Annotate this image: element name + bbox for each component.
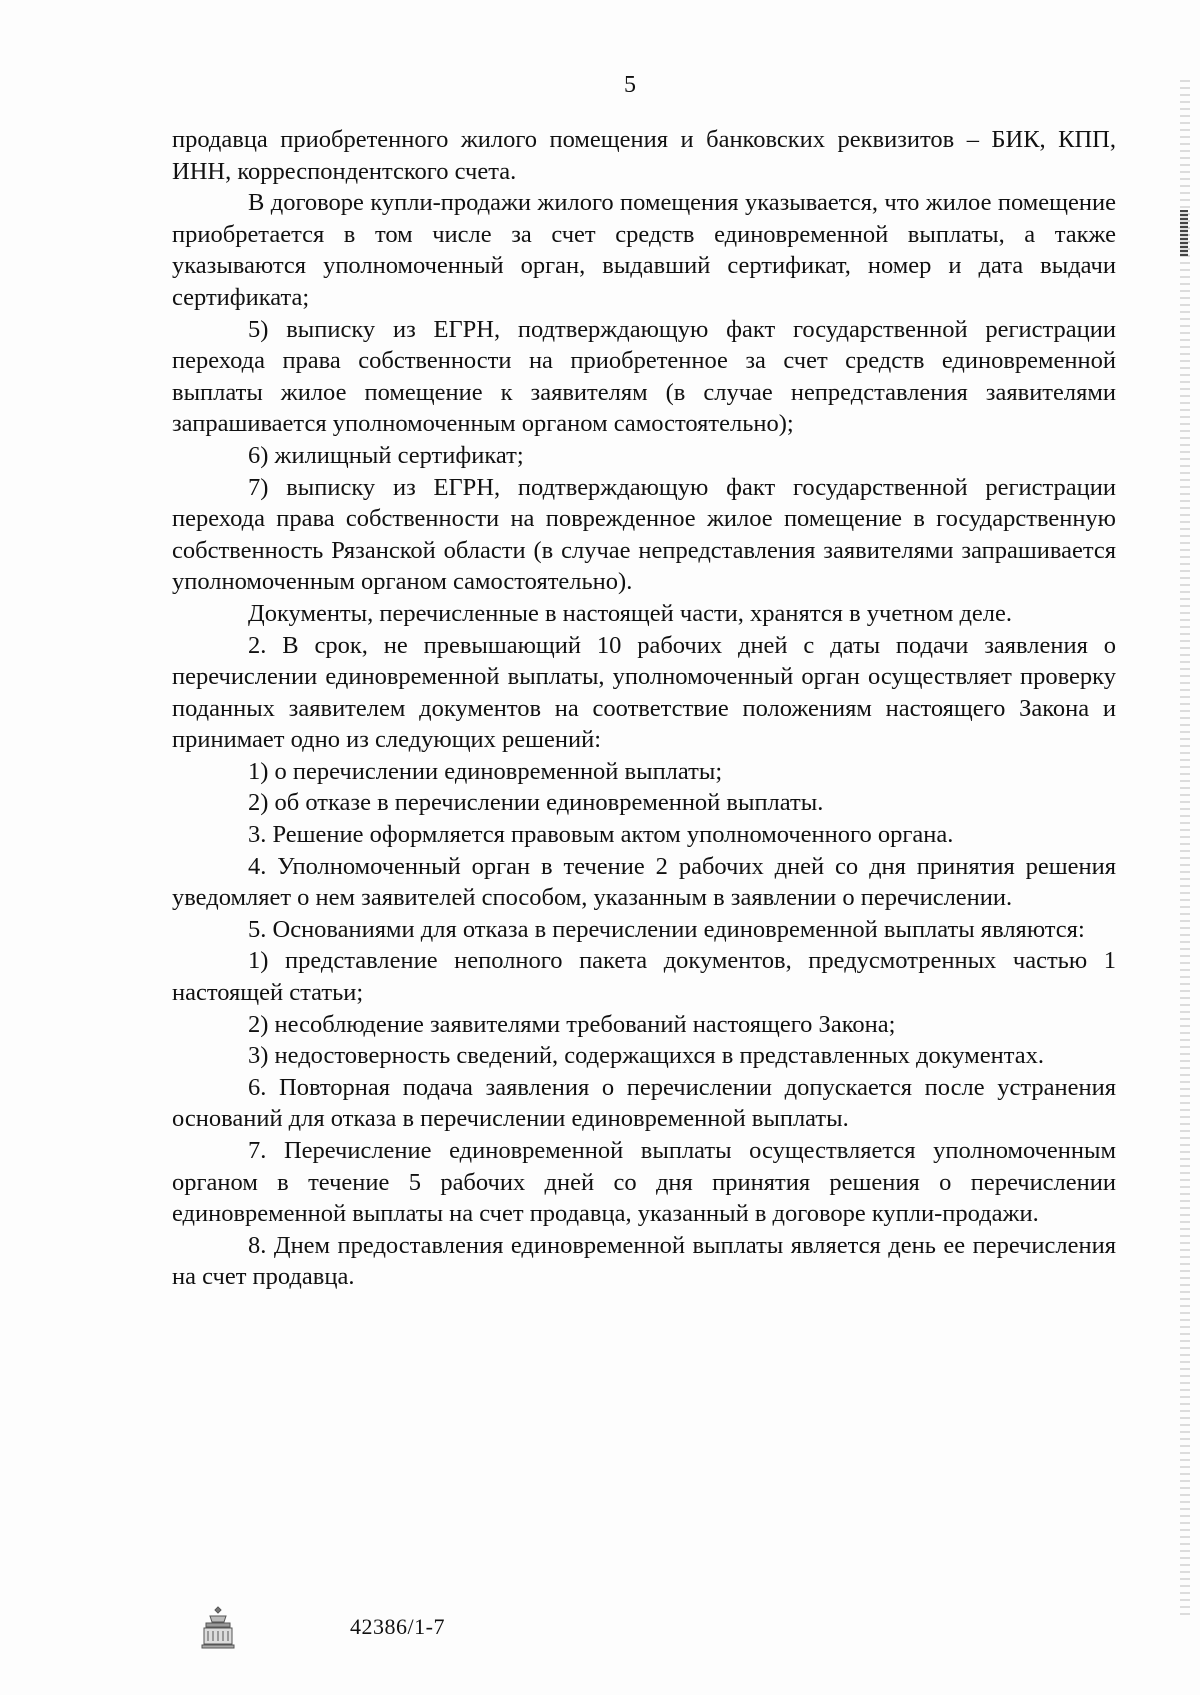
scan-mark-artifact [1180, 210, 1188, 256]
list-item: 6) жилищный сертификат; [248, 441, 524, 469]
numbered-clause: 4. Уполномоченный орган в течение 2 рабочих дней со дня принятия решения уведомляет о нем заявителей способом, указанным в заявлении о перечислении. [172, 852, 1116, 912]
page-number: 5 [624, 72, 636, 98]
paragraph: В договоре купли-продажи жилого помещения указывается, что жилое помещение приобретается в том числе за счет средств единовременной выплаты, а также указываются уполномоченный орган, выдавший сертификат, номер и дата выдачи сертификата; [172, 189, 1116, 311]
numbered-clause: 3. Решение оформляется правовым актом уполномоченного органа. [248, 821, 954, 849]
numbered-clause: 8. Днем предоставления единовременной выплаты является день ее перечисления на счет продавца. [172, 1231, 1116, 1291]
document-code: 42386/1-7 [350, 1614, 445, 1639]
numbered-clause: 2. В срок, не превышающий 10 рабочих дней с даты подачи заявления о перечислении единовременной выплаты, уполномоченный орган осуществляет проверку поданных заявителем документов на соответствие положениям настоящего Закона и принимает одно из следующих решений: [172, 631, 1116, 754]
list-item: 7) выписку из ЕГРН, подтверждающую факт государственной регистрации перехода права собственности на поврежденное жилое помещение в государственную собственность Рязанской области (в случае непредставления заявителями запрашивается уполномоченным органом самостоятельно). [172, 473, 1116, 596]
list-item: 3) недостоверность сведений, содержащихся в представленных документах. [248, 1042, 1044, 1070]
list-item: 2) об отказе в перечислении единовременной выплаты. [248, 789, 824, 817]
list-item: 5) выписку из ЕГРН, подтверждающую факт государственной регистрации перехода права собственности на приобретенное за счет средств единовременной выплаты жилое помещение к заявителям (в случае непредставления заявителями запрашивается уполномоченным органом самостоятельно); [172, 315, 1116, 438]
list-item: 2) несоблюдение заявителями требований настоящего Закона; [248, 1010, 896, 1038]
scan-edge-artifact [1180, 80, 1190, 1620]
numbered-clause: 7. Перечисление единовременной выплаты осуществляется уполномоченным органом в течение 5 рабочих дней со дня принятия решения о перечислении единовременной выплаты на счет продавца, указанный в договоре купли-продажи. [172, 1137, 1116, 1228]
paragraph: продавца приобретенного жилого помещения и банковских реквизитов – БИК, КПП, ИНН, корреспондентского счета. [172, 126, 1116, 185]
list-item: 1) представление неполного пакета документов, предусмотренных частью 1 настоящей статьи; [172, 947, 1116, 1007]
numbered-clause: 6. Повторная подача заявления о перечислении допускается после устранения оснований для отказа в перечислении единовременной выплаты. [172, 1073, 1116, 1133]
paragraph: Документы, перечисленные в настоящей части, хранятся в учетном деле. [248, 599, 1013, 627]
coat-of-arms-icon [198, 1604, 238, 1652]
document-body [172, 124, 1116, 1293]
list-item: 1) о перечислении единовременной выплаты; [248, 757, 723, 785]
numbered-clause: 5. Основаниями для отказа в перечислении единовременной выплаты являются: [248, 915, 1085, 943]
